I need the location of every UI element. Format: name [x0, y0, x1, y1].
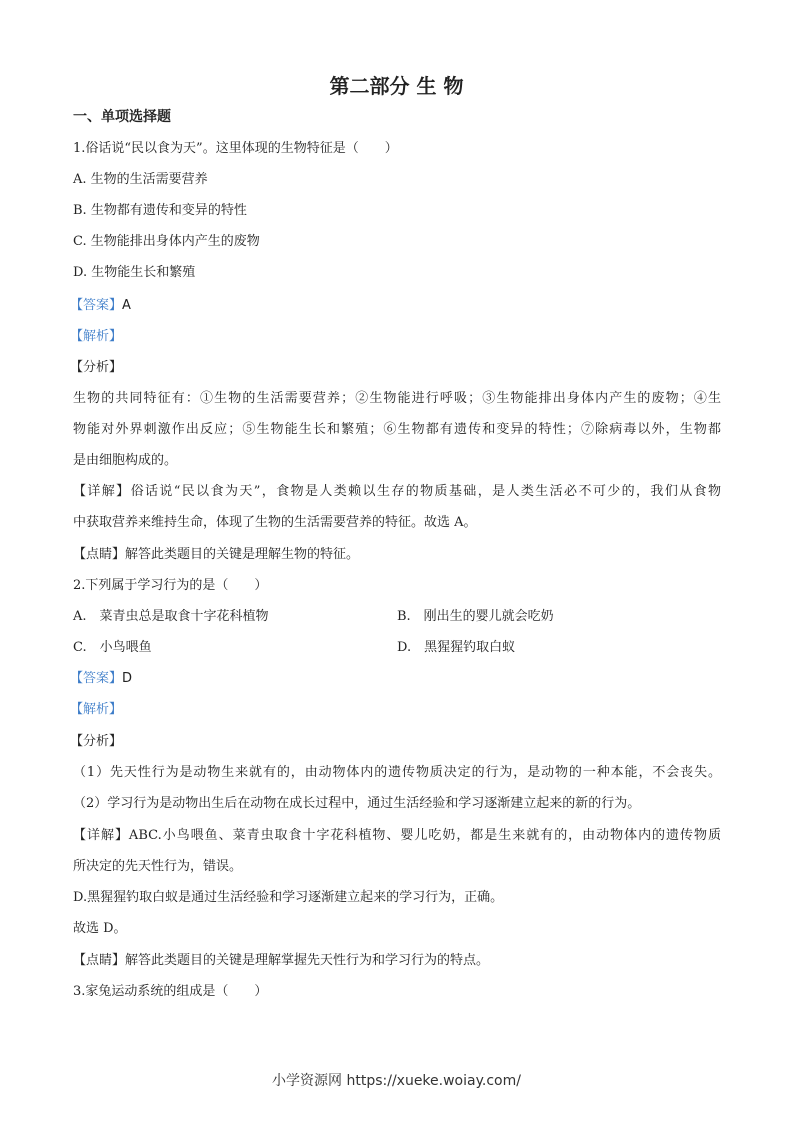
- answer-value: A: [122, 298, 131, 313]
- q2-fenxi: 【分析】: [70, 734, 123, 749]
- q1-option-b: B. 生物都有遗传和变异的特性: [73, 203, 247, 218]
- q2-detail-4: 故选 D。: [73, 921, 127, 936]
- q1-option-c: C. 生物能排出身体内产生的废物: [73, 234, 260, 249]
- q1-stem: 1.俗话说“民以食为天”。这里体现的生物特征是（ ）: [73, 141, 398, 156]
- answer-value: D: [122, 671, 133, 686]
- q1-analysis-2: 物能对外界刺激作出反应；⑤生物能生长和繁殖；⑥生物都有遗传和变异的特性；⑦除病毒以外，生物都: [73, 422, 721, 437]
- q2-option-d: D. 黑猩猩钓取白蚁: [397, 640, 516, 655]
- q1-fenxi: 【分析】: [70, 360, 123, 375]
- q1-option-d: D. 生物能生长和繁殖: [73, 265, 196, 280]
- q2-detail-3: D.黑猩猩钓取白蚁是通过生活经验和学习逐渐建立起来的学习行为，正确。: [73, 890, 504, 905]
- q2-option-a: A. 菜青虫总是取食十字花科植物: [73, 609, 269, 624]
- q1-detail-1: 【详解】俗话说“民以食为天”，食物是人类赖以生存的物质基础，是人类生活必不可少的，我们从食物: [73, 484, 721, 499]
- q1-jiexi: 【解析】: [70, 329, 123, 344]
- q2-answer: [70, 670, 132, 688]
- q2-tip: 【点睛】解答此类题目的关键是理解掌握先天性行为和学习行为的特点。: [73, 953, 490, 968]
- q2-detail-2: 所决定的先天性行为，错误。: [73, 859, 243, 874]
- q1-tip: 【点睛】解答此类题目的关键是理解生物的特征。: [73, 547, 360, 562]
- q2-detail-1: 【详解】ABC.小鸟喂鱼、菜青虫取食十字花科植物、婴儿吃奶，都是生来就有的，由动物体内的遗传物质: [73, 828, 721, 843]
- q1-analysis-3: 是由细胞构成的。: [73, 453, 178, 468]
- q2-jiexi: 【解析】: [70, 702, 123, 717]
- answer-tag: 【答案】: [70, 298, 123, 313]
- page-title: 第二部分 生 物: [329, 74, 464, 98]
- q2-analysis-1: （1）先天性行为是动物生来就有的，由动物体内的遗传物质决定的行为，是动物的一种本能，不会丧失。: [73, 765, 721, 780]
- q1-detail-2: 中获取营养来维持生命，体现了生物的生活需要营养的特征。故选 A。: [73, 515, 477, 530]
- q2-stem: 2.下列属于学习行为的是（ ）: [73, 578, 268, 593]
- q1-option-a: A. 生物的生活需要营养: [73, 172, 208, 187]
- footer-watermark: 小学资源网 https://xueke.woiay.com/: [272, 1073, 521, 1089]
- q1-analysis-1: 生物的共同特征有：①生物的生活需要营养；②生物能进行呼吸；③生物能排出身体内产生的废物；④生: [73, 391, 721, 406]
- q1-answer: [70, 297, 131, 315]
- section-heading: 一、单项选择题: [73, 109, 171, 125]
- q3-stem: 3.家兔运动系统的组成是（ ）: [73, 984, 268, 999]
- q2-option-b: B. 刚出生的婴儿就会吃奶: [397, 609, 554, 624]
- answer-tag: 【答案】: [70, 671, 123, 686]
- q2-analysis-2: （2）学习行为是动物出生后在动物在成长过程中，通过生活经验和学习逐渐建立起来的新的行为。: [73, 796, 641, 811]
- q2-option-c: C. 小鸟喂鱼: [73, 640, 152, 655]
